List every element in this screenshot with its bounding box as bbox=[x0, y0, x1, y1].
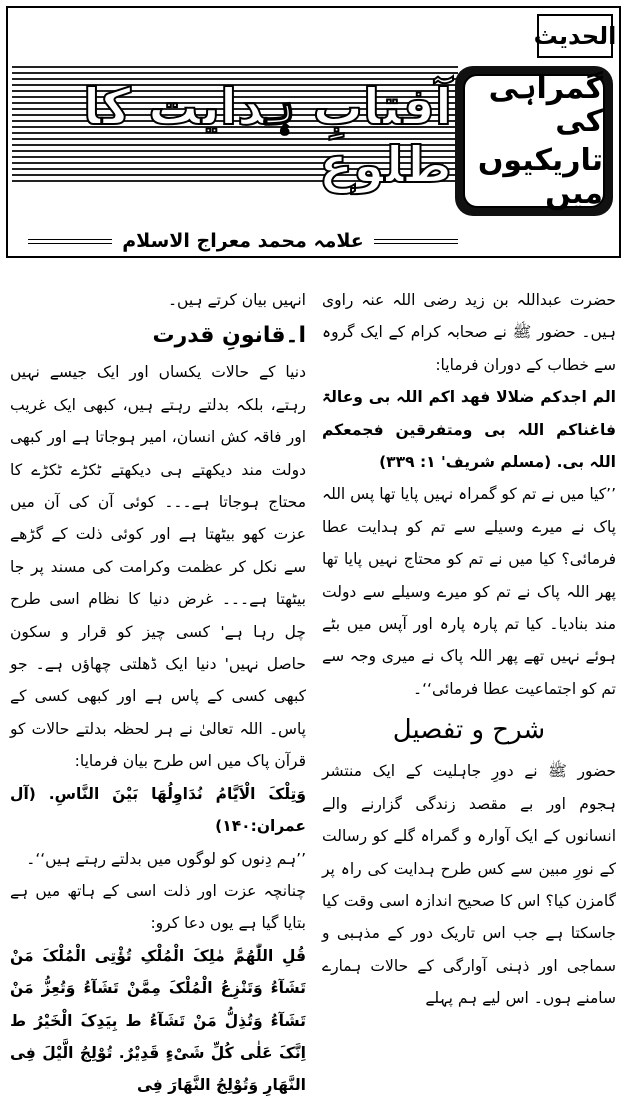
law-paragraph: دنیا کے حالات یکساں اور ایک جیسے نہیں رہتے، بلکہ بدلتے رہتے ہیں، کبھی ایک غریب اور فاقہ کش انسان، امیر ہوجاتا ہے اور کبھی دولت مند دیکھتے ہی دیکھتے ٹکڑے ٹکڑے کا محتاج ہوجاتا ہے۔۔۔ کوئی آن کی آن میں عزت کھو بیٹھتا ہے اور کوئی ذلت کے گڑھے سے نکل کر عظمت وکرامت کی مسند پر جا بیٹھتا ہے۔۔۔ غرض دنیا کا نظام اسی طرح چل رہا ہے' کسی چیز کو قرار و سکون حاصل نہیں' دنیا ایک ڈھلتی چھاؤں ہے۔ جو کبھی کسی کے پاس ہے اور کبھی کسی کے پاس۔ اللہ تعالیٰ نے ہر لحظہ بدلتے حالات کو قرآن پاک میں اس طرح بیان فرمایا: bbox=[10, 363, 306, 771]
right-column bbox=[322, 284, 616, 1008]
page-title: آفتابِ ہدایت کا طلوع bbox=[83, 78, 452, 194]
section-heading-law: ا۔قانونِ قدرت bbox=[152, 323, 306, 349]
subtitle-box bbox=[463, 71, 605, 211]
ayah-1-translation: ’’ہم دِنوں کو لوگوں میں بدلتے رہتے ہیں‘‘۔ bbox=[26, 849, 306, 868]
hadith-translation: ’’کیا میں نے تم کو گمراہ نہیں پایا تھا پس اللہ پاک نے میرے وسیلے سے تم کو ہدایت عطا فرمائی؟ کیا میں نے تم کو محتاج نہیں پایا تھا پھر اللہ پاک نے تم کو میرے وسیلے سے دولت مند بنادیا۔ کیا تم پارہ پارہ اور آپس میں بٹے ہوئے نہیں تھے پھر اللہ پاک نے میری وجہ سے تم کو اجتماعیت عطا فرمائی‘‘۔ bbox=[322, 485, 616, 698]
subtitle-line-2: تاریکیوں میں bbox=[477, 143, 603, 211]
continuation-line: انہیں بیان کرتے ہیں۔ bbox=[167, 291, 306, 309]
author-name: علامہ محمد معراج الاسلام bbox=[122, 230, 364, 252]
byline-rule-right bbox=[374, 239, 458, 244]
byline bbox=[28, 228, 458, 254]
section-heading-explanation: شرح و تفصیل bbox=[392, 715, 546, 746]
byline-rule-left bbox=[28, 239, 112, 244]
explanation-paragraph: حضور ﷺ نے دورِ جاہلیت کے ایک منتشر ہجوم اور بے مقصد زندگی گزارنے والے انسانوں کے ایک آوارہ و گمراہ گلے کو رسالت کے نورِ مبین سے کس طرح ہدایت کی راہ پر گامزن کیا؟ اس کا صحیح اندازہ اسی وقت کیا جاسکتا ہے جب اس تاریک دور کے مذہبی و سماجی اور ذہنی آوارگی کے حالات ہمارے سامنے ہوں۔ اس لیے ہم پہلے bbox=[322, 762, 616, 1008]
section-badge: الحدیث bbox=[537, 14, 613, 58]
ayah-2: قُلِ اللّٰھُمَّ مٰلِکَ الْمُلْکِ تُؤْتِی الْمُلْکَ مَنْ تَشَآءُ وَتَنْزِعُ الْمُلْکَ مِمَّنْ تَشَآءُ وَتُعِزُّ مَنْ تَشَآءُ وَتُذِلُّ مَنْ تَشَآءُ ط بِیَدِکَ الْخَیْرُ ط اِنَّکَ عَلٰی کُلِّ شَیْءٍ قَدِیْرٌ. تُوْلِجُ الَّیْلَ فِی النَّھَارِ وَتُوْلِجُ النَّھَارَ فِی bbox=[10, 946, 306, 1095]
hadith-text: الم اجدکم ضلالا فھد اکم اللہ بی وعالۃ فاغناکم اللہ بی ومتفرقین فجمعکم اللہ بی. (مسلم شریف' ۱: ۳۳۹) bbox=[322, 388, 616, 472]
ayah-1: وَتِلْکَ الْاَیَّامُ نُدَاوِلُھَا بَیْنَ النَّاسِ. (آل عمران:۱۴۰) bbox=[10, 784, 306, 836]
dua-paragraph: چنانچہ عزت اور ذلت اسی کے ہاتھ میں ہے بتایا گیا ہے یوں دعا کرو: bbox=[10, 881, 306, 933]
subtitle-line-1: گمراہی کی bbox=[488, 71, 603, 139]
left-column bbox=[10, 284, 306, 1095]
article-header bbox=[6, 6, 621, 258]
intro-paragraph: حضرت عبداللہ بن زید رضی اللہ عنہ راوی ہیں۔ حضور ﷺ نے صحابہ کرام کے ایک گروہ سے خطاب کے دوران فرمایا: bbox=[322, 291, 616, 374]
